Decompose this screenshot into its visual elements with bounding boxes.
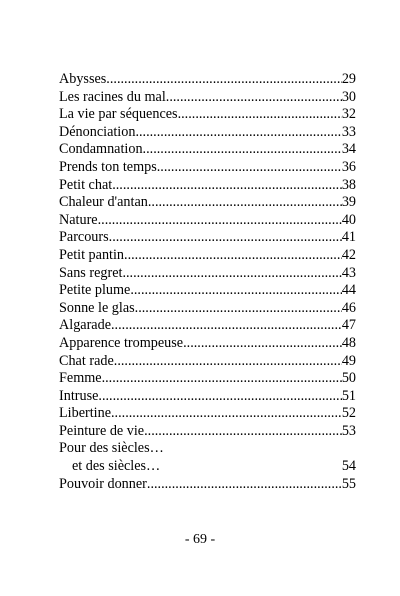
- toc-entry-page: 38: [341, 176, 356, 193]
- toc-entry-title: et des siècles…: [72, 458, 161, 475]
- toc-entry-leader: [122, 265, 341, 283]
- toc-entry-page: 52: [341, 405, 356, 422]
- toc-entry: [59, 370, 356, 388]
- toc-entry-page: 39: [341, 194, 356, 211]
- toc-entry-page: 36: [341, 158, 356, 175]
- toc-entry-continuation: [59, 458, 356, 476]
- table-of-contents: [59, 71, 356, 493]
- toc-entry-page: 46: [341, 299, 356, 316]
- toc-entry-page: 49: [341, 352, 356, 369]
- toc-entry-title: Petit pantin: [59, 246, 125, 263]
- toc-entry-page: 48: [341, 334, 356, 351]
- toc-entry-title: La vie par séquences: [59, 106, 178, 123]
- toc-entry-title: Chat rade: [59, 352, 114, 369]
- toc-entry-leader: [98, 212, 342, 230]
- toc-entry: [59, 194, 356, 212]
- toc-entry-page: 44: [341, 282, 356, 299]
- toc-entry-page: 54: [341, 458, 356, 475]
- toc-entry-leader: [183, 335, 342, 353]
- toc-entry: [59, 476, 356, 494]
- toc-entry-leader: [157, 159, 342, 177]
- toc-entry-page: 29: [341, 71, 356, 87]
- toc-entry-page: 47: [341, 317, 356, 334]
- toc-entry: [59, 265, 356, 283]
- toc-entry-leader: [178, 106, 342, 124]
- toc-entry-title: Les racines du mal: [59, 88, 166, 105]
- toc-entry-page: 50: [341, 370, 356, 387]
- toc-entry: [59, 423, 356, 441]
- toc-entry-page: 30: [341, 88, 356, 105]
- toc-entry: [59, 405, 356, 423]
- toc-entry-leader: [109, 229, 342, 247]
- toc-entry-leader: [144, 423, 342, 441]
- page-number: - 69 -: [184, 532, 216, 547]
- toc-entry-title: Apparence trompeuse: [59, 334, 184, 351]
- toc-entry-title: Sans regret: [59, 264, 123, 281]
- toc-entry-title: Algarade: [59, 317, 111, 334]
- toc-entry-page: 40: [341, 211, 356, 228]
- toc-entry-title: Nature: [59, 211, 98, 228]
- toc-entry-leader: [98, 388, 341, 406]
- toc-entry: [59, 71, 356, 89]
- toc-entry: [59, 229, 356, 247]
- toc-entry-leader: [135, 300, 342, 318]
- toc-entry-title: Petit chat: [59, 176, 113, 193]
- toc-entry-title: Condamnation: [59, 141, 143, 158]
- toc-entry-title: Libertine: [59, 405, 111, 422]
- toc-entry-page: 41: [341, 229, 356, 246]
- toc-entry: [59, 388, 356, 406]
- toc-entry: [59, 317, 356, 335]
- toc-entries: [59, 71, 356, 440]
- toc-entry-title: Femme: [59, 370, 102, 387]
- toc-entry-leader: [124, 247, 342, 265]
- toc-entry: [59, 159, 356, 177]
- toc-entry-page: 53: [341, 422, 356, 439]
- toc-entry: [59, 440, 356, 458]
- toc-entry-page: 51: [341, 387, 356, 404]
- toc-entry-leader: [147, 476, 342, 494]
- toc-entry-title: Chaleur d'antan: [59, 194, 148, 211]
- toc-entry-leader: [112, 177, 342, 195]
- toc-entry-title: Prends ton temps: [59, 158, 157, 175]
- toc-entry-leader: [135, 124, 341, 142]
- toc-entry-title: Dénonciation: [59, 123, 136, 140]
- toc-entry: [59, 300, 356, 318]
- toc-entry: [59, 89, 356, 107]
- toc-entry-leader: [114, 353, 342, 371]
- toc-entry-title: Peinture de vie: [59, 422, 145, 439]
- toc-entry-leader: [148, 194, 342, 212]
- toc-entry-leader: [111, 405, 342, 423]
- toc-entry: [59, 353, 356, 371]
- toc-entry-title: Petite plume: [59, 282, 131, 299]
- toc-entry-title: Intruse: [59, 387, 99, 404]
- toc-entry: [59, 212, 356, 230]
- toc-entry-title: Pour des siècles…: [59, 440, 164, 457]
- toc-entry-leader: [166, 89, 342, 107]
- toc-entry-leader: [106, 71, 342, 89]
- toc-entry: [59, 177, 356, 195]
- toc-entry-page: 42: [341, 246, 356, 263]
- toc-entry-title: Abysses: [59, 71, 107, 87]
- toc-entry: [59, 335, 356, 353]
- toc-entry: [59, 106, 356, 124]
- toc-entry-page: 55: [341, 475, 356, 492]
- toc-entry: [59, 141, 356, 159]
- toc-entry-page: 43: [341, 264, 356, 281]
- toc-entry-page: 32: [341, 106, 356, 123]
- toc-entry-page: 33: [341, 123, 356, 140]
- toc-entry-title: Pouvoir donner: [59, 475, 147, 492]
- toc-entry-leader: [102, 370, 342, 388]
- toc-entry-leader: [111, 317, 342, 335]
- toc-entry: [59, 247, 356, 265]
- toc-entry: [59, 124, 356, 142]
- toc-entry-title: Parcours: [59, 229, 109, 246]
- toc-entry-page: 34: [341, 141, 356, 158]
- toc-entry-leader: [130, 282, 341, 300]
- toc-entry-leader: [143, 141, 342, 159]
- toc-entry-title: Sonne le glas: [59, 299, 135, 316]
- toc-entry: [59, 282, 356, 300]
